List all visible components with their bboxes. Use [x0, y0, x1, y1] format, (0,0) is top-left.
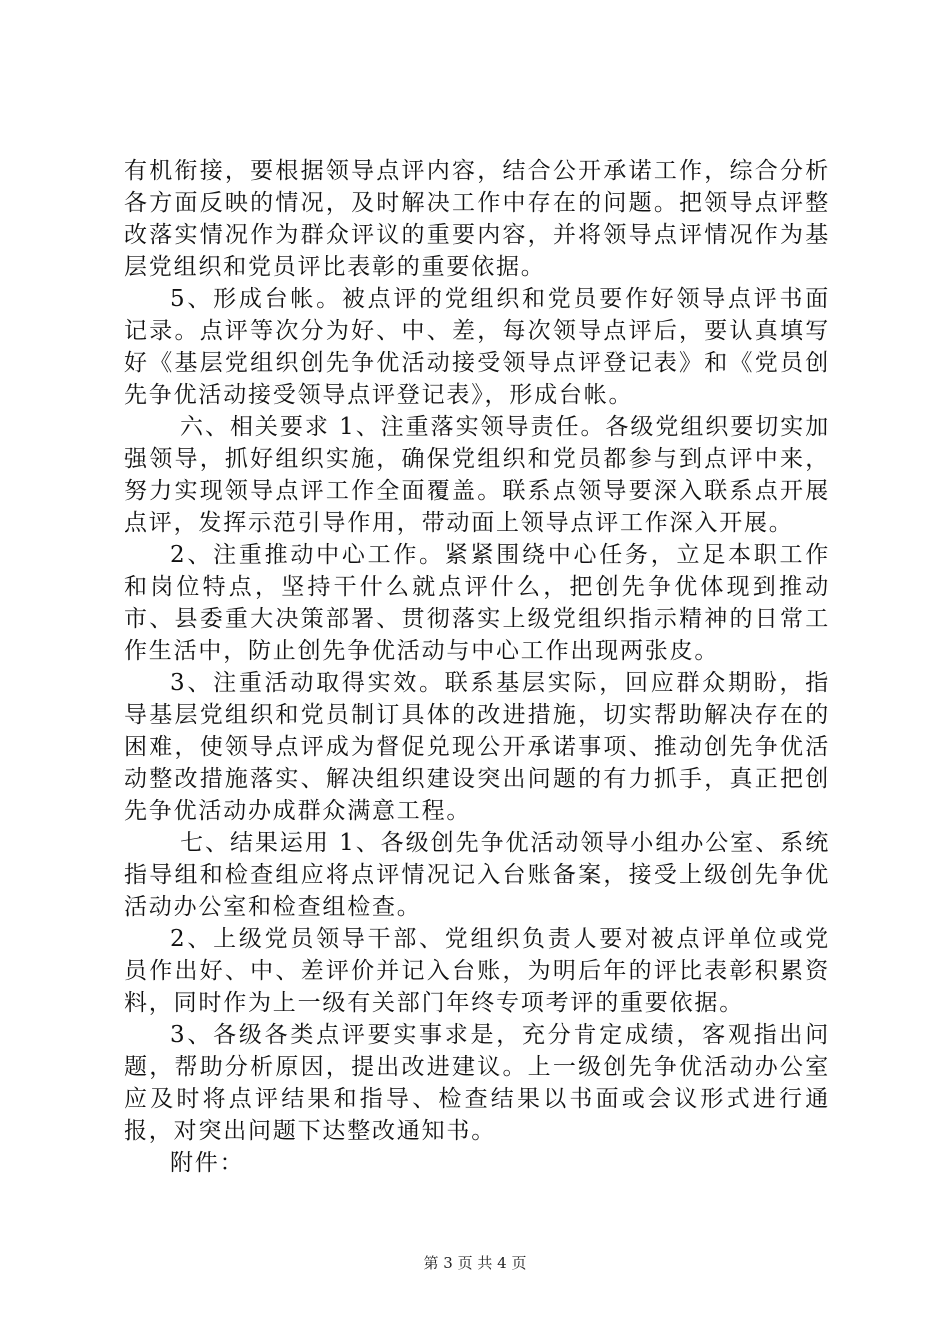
paragraph-section-seven-results: 七、结果运用 1、各级创先争优活动领导小组办公室、系统指导组和检查组应将点评情况记入台账备案，接受上级创先争优活动办公室和检查组检查。: [124, 830, 830, 920]
paragraph-form-ledger: 5、形成台帐。被点评的党组织和党员要作好领导点评书面记录。点评等次分为好、中、差，每次领导点评后，要认真填写好《基层党组织创先争优活动接受领导点评登记表》和《党员创先争优活动接受领导点评登记表》，形成台帐。: [124, 286, 830, 408]
paragraph-section-six-requirements: 六、相关要求 1、注重落实领导责任。各级党组织要切实加强领导，抓好组织实施，确保党组织和党员都参与到点评中来，努力实现领导点评工作全面覆盖。联系点领导要深入联系点开展点评，发挥示范引导作用，带动面上领导点评工作深入开展。: [124, 414, 830, 536]
paragraph-attachment-label: 附件：: [170, 1150, 245, 1176]
page-number-footer: 第 3 页 共 4 页: [423, 1254, 527, 1272]
paragraph-continuation: 有机衔接，要根据领导点评内容，结合公开承诺工作，综合分析各方面反映的情况，及时解决工作中存在的问题。把领导点评整改落实情况作为群众评议的重要内容，并将领导点评情况作为基层党组织和党员评比表彰的重要依据。: [124, 158, 830, 280]
paragraph-effective-results: 3、注重活动取得实效。联系基层实际，回应群众期盼，指导基层党组织和党员制订具体的改进措施，切实帮助解决存在的困难，使领导点评成为督促兑现公开承诺事项、推动创先争优活动整改措施落实、解决组织建设突出问题的有力抓手，真正把创先争优活动办成群众满意工程。: [124, 670, 830, 824]
document-body: [124, 155, 830, 1179]
paragraph-practical-review: 3、各级各类点评要实事求是，充分肯定成绩，客观指出问题，帮助分析原因，提出改进建议。上一级创先争优活动办公室应及时将点评结果和指导、检查结果以书面或会议形式进行通报，对突出问题下达整改通知书。: [124, 1022, 830, 1144]
paragraph-evaluation-record: 2、上级党员领导干部、党组织负责人要对被点评单位或党员作出好、中、差评价并记入台账，为明后年的评比表彰积累资料，同时作为上一级有关部门年终专项考评的重要依据。: [124, 926, 830, 1016]
paragraph-promote-central-work: 2、注重推动中心工作。紧紧围绕中心任务，立足本职工作和岗位特点，坚持干什么就点评什么，把创先争优体现到推动市、县委重大决策部署、贯彻落实上级党组织指示精神的日常工作生活中，防止创先争优活动与中心工作出现两张皮。: [124, 542, 830, 664]
